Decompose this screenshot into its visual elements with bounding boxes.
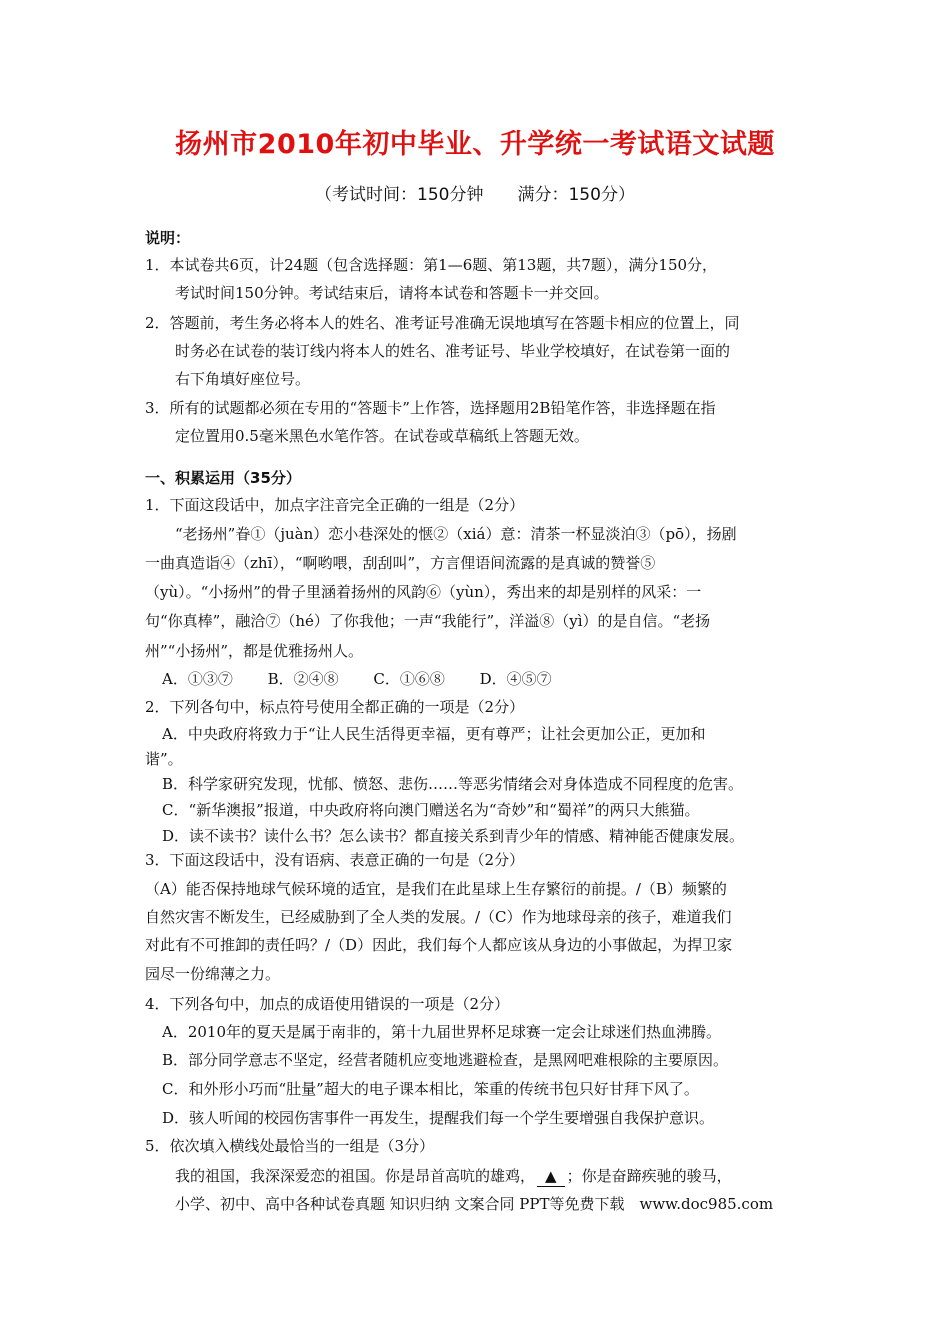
question-stem: 1．下面这段话中，加点字注音完全正确的一组是（2分） [145, 496, 525, 514]
passage-line: “老扬州”眷①（juàn）恋小巷深处的惬②（xiá）意：清茶一杯显淡泊③（pō），扬剧 [175, 525, 737, 543]
fill-blank-text: 我的祖国，我深深爱恋的祖国。你是昂首高吭的雄鸡， [175, 1167, 536, 1185]
instruction-line: 考试时间150分钟。考试结束后，请将本试卷和答题卡一并交回。 [175, 284, 609, 302]
fill-blank-line [175, 1166, 810, 1187]
option-line: B．部分同学意志不坚定，经营者随机应变地逃避检查，是黑网吧难根除的主要原因。 [162, 1051, 729, 1069]
passage-line: 对此有不可推卸的责任吗？/（D）因此，我们每个人都应该从身边的小事做起，为捍卫家 [145, 936, 733, 954]
passage-line: 一曲真造诣④（zhī），“啊哟喂，刮刮叫”，方言俚语间流露的是真诚的赞誉⑤ [145, 554, 656, 572]
instruction-line: 2．答题前，考生务必将本人的姓名、准考证号准确无误地填写在答题卡相应的位置上，同 [145, 314, 740, 332]
passage-line: （yù）。“小扬州”的骨子里涵着扬州的风韵⑥（yùn），秀出来的却是别样的风采：一 [145, 583, 702, 601]
instruction-line: 3．所有的试题都必须在专用的“答题卡”上作答，选择题用2B铅笔作答，非选择题在指 [145, 399, 716, 417]
option-line: D．骇人听闻的校园伤害事件一再发生，提醒我们每一个学生要增强自我保护意识。 [162, 1109, 715, 1127]
passage-line: 州”“小扬州”，都是优雅扬州人。 [145, 642, 364, 660]
instruction-line: 1．本试卷共6页，计24题（包含选择题：第1—6题、第13题，共7题），满分150分， [145, 256, 718, 274]
instruction-line: 右下角填好座位号。 [175, 370, 311, 388]
exam-title: 扬州市2010年初中毕业、升学统一考试语文试题 [175, 129, 775, 160]
question-stem: 5．依次填入横线处最恰当的一组是（3分） [145, 1137, 435, 1155]
option-line: A．中央政府将致力于“让人民生活得更幸福，更有尊严；让社会更加公正，更加和 [162, 725, 706, 743]
passage-line: 句“你真棒”，融洽⑦（hé）了你我他；一声“我能行”，洋溢⑧（yì）的是自信。“老扬 [145, 612, 711, 630]
option-line: 谐”。 [145, 750, 183, 768]
passage-line: （A）能否保持地球气候环境的适宜，是我们在此星球上生存繁衍的前提。/（B）频繁的 [145, 880, 727, 898]
passage-line: 自然灾害不断发生，已经威胁到了全人类的发展。/（C）作为地球母亲的孩子，难道我们 [145, 908, 732, 926]
option-line: B．科学家研究发现，忧郁、愤怒、悲伤……等恶劣情绪会对身体造成不同程度的危害。 [162, 775, 744, 793]
instructions-heading: 说明： [145, 229, 191, 247]
option-line: C．“新华澳报”报道，中央政府将向澳门赠送名为“奇妙”和“蜀祥”的两只大熊猫。 [162, 801, 700, 819]
fill-blank-text: ；你是奋蹄疾驰的骏马， [566, 1167, 732, 1185]
answer-options: A．①③⑦ B．②④⑧ C．①⑥⑧ D．④⑤⑦ [162, 670, 552, 688]
instruction-line: 时务必在试卷的装订线内将本人的姓名、准考证号、毕业学校填好，在试卷第一面的 [175, 342, 731, 360]
option-line: A．2010年的夏天是属于南非的，第十九届世界杯足球赛一定会让球迷们热血沸腾。 [162, 1023, 722, 1041]
instruction-line: 定位置用0.5毫米黑色水笔作答。在试卷或草稿纸上答题无效。 [175, 427, 589, 445]
option-line: C．和外形小巧而“肚量”超大的电子课本相比，笨重的传统书包只好甘拜下风了。 [162, 1080, 699, 1098]
question-stem: 3．下面这段话中，没有语病、表意正确的一句是（2分） [145, 851, 525, 869]
passage-line: 园尽一份绵薄之力。 [145, 965, 281, 983]
question-stem: 2．下列各句中，标点符号使用全都正确的一项是（2分） [145, 698, 525, 716]
option-line: D．读不读书？读什么书？怎么读书？都直接关系到青少年的情感、精神能否健康发展。 [162, 827, 745, 845]
question-stem: 4．下列各句中，加点的成语使用错误的一项是（2分） [145, 995, 510, 1013]
fill-blank-marker: ▲ [537, 1166, 565, 1187]
section-heading: 一、积累运用（35分） [145, 469, 301, 487]
footer-text: 小学、初中、高中各种试卷真题 知识归纳 文案合同 PPT等免费下载 www.doc985.com [175, 1195, 774, 1213]
exam-subtitle: （考试时间：150分钟 满分：150分） [315, 185, 635, 205]
